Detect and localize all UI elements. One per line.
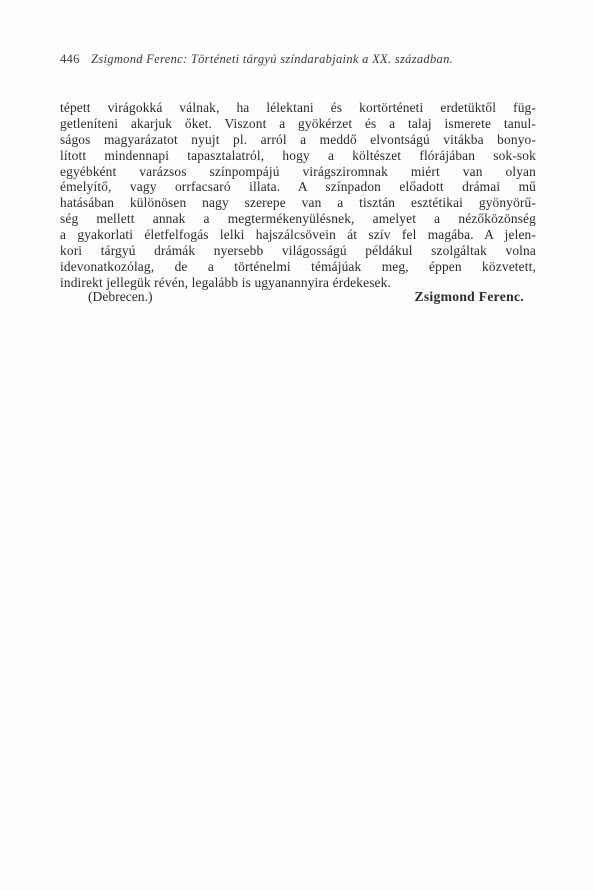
text-line: getleníteni akarjuk őket. Viszont a gyökérzet és a talaj ismerete tanul- [60, 115, 536, 131]
text-line: hatásában különösen nagy szerepe van a tisztán esztétikai gyönyörű- [60, 195, 536, 211]
text-line: lított mindennapi tapasztalatról, hogy a költészet flórájában sok-sok [60, 147, 536, 163]
text-line: tépett virágokká válnak, ha lélektani és kortörténeti erdetüktől füg- [60, 100, 536, 115]
signature-row [88, 289, 524, 305]
signature-author: Zsigmond Ferenc. [414, 289, 524, 304]
text-line: idevonatkozólag, de a történelmi témájúak meg, éppen közvetett, [60, 258, 536, 274]
text-line: egyébként varázsos színpompájú virágsziromnak miért van olyan [60, 163, 536, 179]
running-header [60, 52, 540, 67]
text-line: indirekt jellegük révén, legalább is ugyanannyira érdekesek. [60, 274, 391, 290]
running-title: Zsigmond Ferenc: Történeti tárgyú színdarabjaink a XX. században. [91, 52, 454, 66]
text-line: a gyakorlati életfelfogás lelki hajszálcsövein át szív fel magába. A jelen- [60, 227, 536, 243]
text-line: ságos magyarázatot nyujt pl. arról a meddő elvontságú vitákba bonyo- [60, 131, 536, 147]
text-line: ség mellett annak a megtermékenyülésnek, amelyet a nézőközönség [60, 211, 536, 227]
signature-place: (Debrecen.) [88, 289, 153, 304]
text-line: émelyítő, vagy orrfacsaró illata. A színpadon előadott drámai mű [60, 179, 536, 195]
body-paragraph [60, 100, 536, 291]
text-line: kori tárgyú drámák nyersebb világosságú példákul szolgáltak volna [60, 243, 536, 259]
page-number: 446 [60, 52, 80, 66]
